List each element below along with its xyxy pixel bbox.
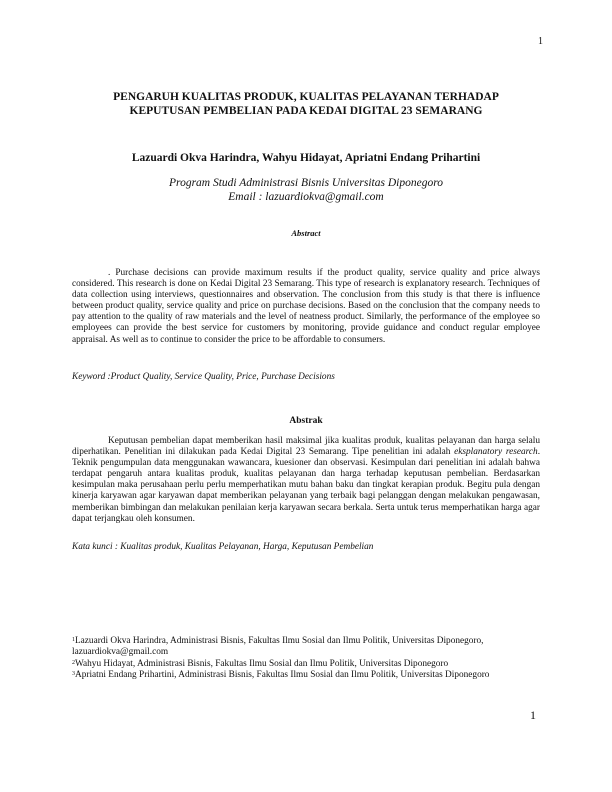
abstract-body-id: [72, 436, 540, 525]
affiliation: [60, 176, 552, 204]
affiliation-program: Program Studi Administrasi Bisnis Universitas Diponegoro: [169, 177, 443, 189]
footnotes: [72, 636, 540, 682]
footnote-text: Wahyu Hidayat, Administrasi Bisnis, Fakultas Ilmu Sosial dan Ilmu Politik, Universitas Diponegoro: [75, 658, 449, 669]
abstract-body-id-italic: eksplanatory research: [454, 447, 538, 458]
footnote-text: Lazuardi Okva Harindra, Administrasi Bisnis, Fakultas Ilmu Sosial dan Ilmu Politik, Universitas Diponegoro, lazuardiokva@gmail.com: [72, 636, 484, 658]
abstract-body-id-part2: . Teknik pengumpulan data menggunakan wawancara, kuesioner dan observasi. Kesimpulan dari penelitian ini adalah bahwa terdapat pengaruh antara kualitas produk, kualitas pelayanan dan harga terhadap keputusan pembelian. Berdasarkan kesimpulan maka perusahaan perlu perlu memperhatikan mutu bahan baku dan tingkat kerapian produk. Begitu pula dengan kinerja karyawan agar karyawan dapat memberikan pelayanan yang terbaik bagi pelanggan dengan melakukan pengawasan, memberikan bimbingan dan melakukan penilaian kerja karyawan secara berkala. Serta untuk terus memperhatikan harga agar dapat terjangkau oleh konsumen.: [72, 447, 541, 524]
footnote-text: Apriatni Endang Prihartini, Administrasi Bisnis, Fakultas Ilmu Sosial dan Ilmu Politik, Universitas Diponegoro: [75, 670, 490, 681]
affiliation-email: Email : lazuardiokva@gmail.com: [228, 191, 384, 203]
footnote-mark: 2: [72, 659, 75, 666]
title-line-2: KEPUTUSAN PEMBELIAN PADA KEDAI DIGITAL 23 SEMARANG: [129, 105, 483, 117]
abstract-body-id-part1: Keputusan pembelian dapat memberikan hasil maksimal jika kualitas produk, kualitas pelayanan dan harga selalu diperhatikan. Penelitian ini dilakukan pada Kedai Digital 23 Semarang. Tipe penelitian ini adalah: [72, 436, 540, 458]
footnote-2: [72, 659, 540, 670]
footnote-1: [72, 636, 540, 659]
page-number-top: 1: [538, 36, 543, 47]
footnote-mark: 1: [72, 637, 75, 643]
footnote-mark: 3: [72, 671, 75, 678]
keywords-id: Kata kunci : Kualitas produk, Kualitas Pelayanan, Harga, Keputusan Pembelian: [72, 542, 374, 552]
abstract-body-en: . Purchase decisions can provide maximum results if the product quality, service quality and price always considered. This research is done on Kedai Digital 23 Semarang. This type of research is explanatory research. Techniques of data collection using interviews, questionnaires and observation. The conclusion from this study is that there is influence between product quality, service quality and price on purchase decisions. Based on the conclusion that the company needs to pay attention to the quality of raw materials and the level of neatness product. Similarly, the performance of the employee so employees can provide the best service for customers by monitoring, provide guidance and conduct regular employee appraisal. As well as to continue to consider the price to be affordable to consumers.: [72, 268, 540, 345]
page-number-bottom: 1: [530, 708, 536, 722]
keywords-en: Keyword :Product Quality, Service Quality, Price, Purchase Decisions: [72, 372, 335, 382]
abstract-heading-en: Abstract: [291, 228, 321, 238]
title-line-1: PENGARUH KUALITAS PRODUK, KUALITAS PELAYANAN TERHADAP: [113, 91, 499, 103]
author-list: Lazuardi Okva Harindra, Wahyu Hidayat, Apriatni Endang Prihartini: [131, 152, 481, 164]
abstract-heading-id: Abstrak: [289, 416, 323, 426]
paper-title: [60, 90, 552, 118]
footnote-3: [72, 670, 540, 681]
